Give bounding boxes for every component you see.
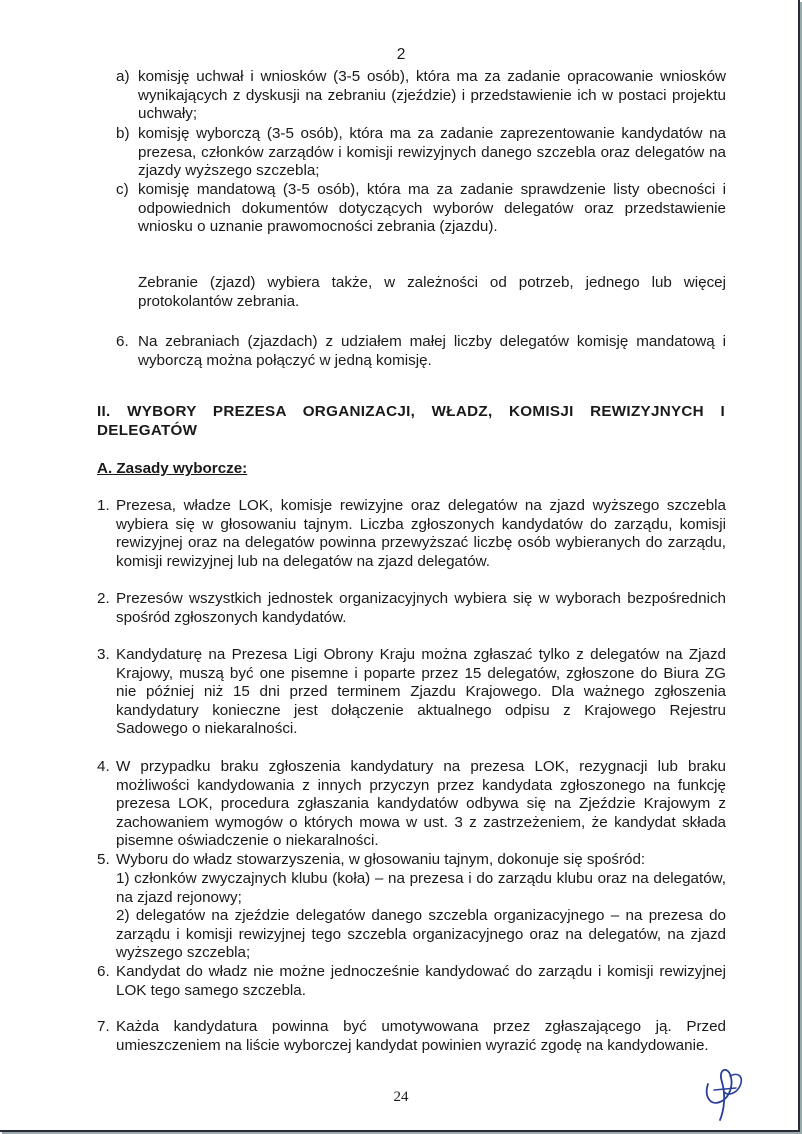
protocol-note: Zebranie (zjazd) wybiera także, w zależności od potrzeb, jednego lub więcej protokolantów zebrania. [138,274,726,310]
rule-label: 6. [97,963,110,980]
rule-label: 7. [97,1018,110,1035]
rule-5-sub-2: 2) delegatów na zjeździe delegatów danego szczebla organizacyjnego – na prezesa do zarządu i komisji rewizyjnej tego szczebla organizacyjnego oraz na delegatów, na zjazd wyższego szczebla; [116,907,726,962]
rule-2 [97,590,726,627]
page-number-bottom: 24 [393,1089,409,1105]
list-label: a) [116,68,130,85]
rule-5 [97,851,726,870]
list-label: 6. [116,333,129,350]
list-item-a [116,68,726,124]
signature-mark [700,1062,748,1122]
handwritten-signature [700,1062,748,1128]
rule-text: Kandydaturę na Prezesa Ligi Obrony Kraju można zgłaszać tylko z delegatów na Zjazd Krajowy, muszą być one pisemne i poparte przez 15 delegatów, zgłoszone do Biura ZG nie później niż 15 dni przed terminem Zjazdu Krajowego. Dla ważnego zgłoszenia kandydatury konieczne jest dołączenie aktualnego odpisu z Krajowego Rejestru Sadowego o niekaralności. [116,646,726,738]
section-heading: II. WYBORY PREZESA ORGANIZACJI, WŁADZ, KOMISJI REWIZYJNYCH I DELEGATÓW [97,403,725,439]
subsection-heading: A. Zasady wyborcze: [97,460,248,477]
list-text: Na zebraniach (zjazdach) z udziałem małej liczby delegatów komisję mandatową i wyborczą można połączyć w jedną komisję. [138,333,726,369]
rule-text: Prezesa, władze LOK, komisje rewizyjne oraz delegatów na zjazd wyższego szczebla wybiera się w głosowaniu tajnym. Liczba zgłoszonych kandydatów do zarządu, komisji rewizyjnej oraz na delegatów powinna przewyższać liczbę osób wybieranych do zarządu, komisji rewizyjnej lub na delegatów na zjazd delegatów. [116,497,726,570]
rule-label: 3. [97,646,110,663]
list-item-b [116,125,726,181]
page-number-top: 2 [396,46,406,63]
rule-text: Wyboru do władz stowarzyszenia, w głosowaniu tajnym, dokonuje się spośród: [116,851,646,868]
rule-text: Kandydat do władz nie możne jednocześnie kandydować do zarządu i komisji rewizyjnej LOK tego samego szczebla. [116,963,726,999]
rule-text: W przypadku braku zgłoszenia kandydatury na prezesa LOK, rezygnacji lub braku możliwości kandydowania z innych przyczyn przez kandydata zgłoszonego na funkcję prezesa LOK, procedura zgłaszania kandydatów odbywa się na Zjeździe Krajowym z zachowaniem wymogów o których mowa w ust. 3 z zastrzeżeniem, że kandydat składa pisemne oświadczenie o niekaralności. [116,758,726,850]
rule-5-sub-1: 1) członków zwyczajnych klubu (koła) – na prezesa i do zarządu klubu oraz na delegatów, na zjazd rejonowy; [116,870,726,906]
rule-3 [97,646,726,739]
list-text: komisję wyborczą (3-5 osób), która ma za zadanie zaprezentowanie kandydatów na prezesa, członków zarządów i komisji rewizyjnych danego szczebla oraz delegatów na zjazdy wyższego szczebla; [138,125,726,180]
rule-label: 5. [97,851,110,868]
rule-1 [97,497,726,571]
rule-4 [97,758,726,851]
list-text: komisję mandatową (3-5 osób), która ma za zadanie sprawdzenie listy obecności i odpowiednich dokumentów dotyczących wyborów delegatów oraz przedstawienie wniosku o uznanie prawomocności zebrania (zjazdu). [138,181,726,236]
list-text: komisję uchwał i wniosków (3-5 osób), która ma za zadanie opracowanie wniosków wynikających z dyskusji na zebraniu (zjeździe) i przedstawienie ich w postaci projektu uchwały; [138,68,726,123]
rule-label: 4. [97,758,110,775]
rule-label: 2. [97,590,110,607]
list-item-c [116,181,726,237]
list-label: c) [116,181,129,198]
rule-7 [97,1018,726,1055]
list-item-6-top [116,333,726,370]
rule-6 [97,963,726,1000]
rule-text: Każda kandydatura powinna być umotywowana przez zgłaszającego ją. Przed umieszczeniem na liście wyborczej kandydat powinien wyrazić zgodę na kandydowanie. [116,1018,726,1054]
rule-text: Prezesów wszystkich jednostek organizacyjnych wybiera się w wyborach bezpośrednich spośród zgłoszonych kandydatów. [116,590,726,626]
rule-label: 1. [97,497,110,514]
list-label: b) [116,125,130,142]
